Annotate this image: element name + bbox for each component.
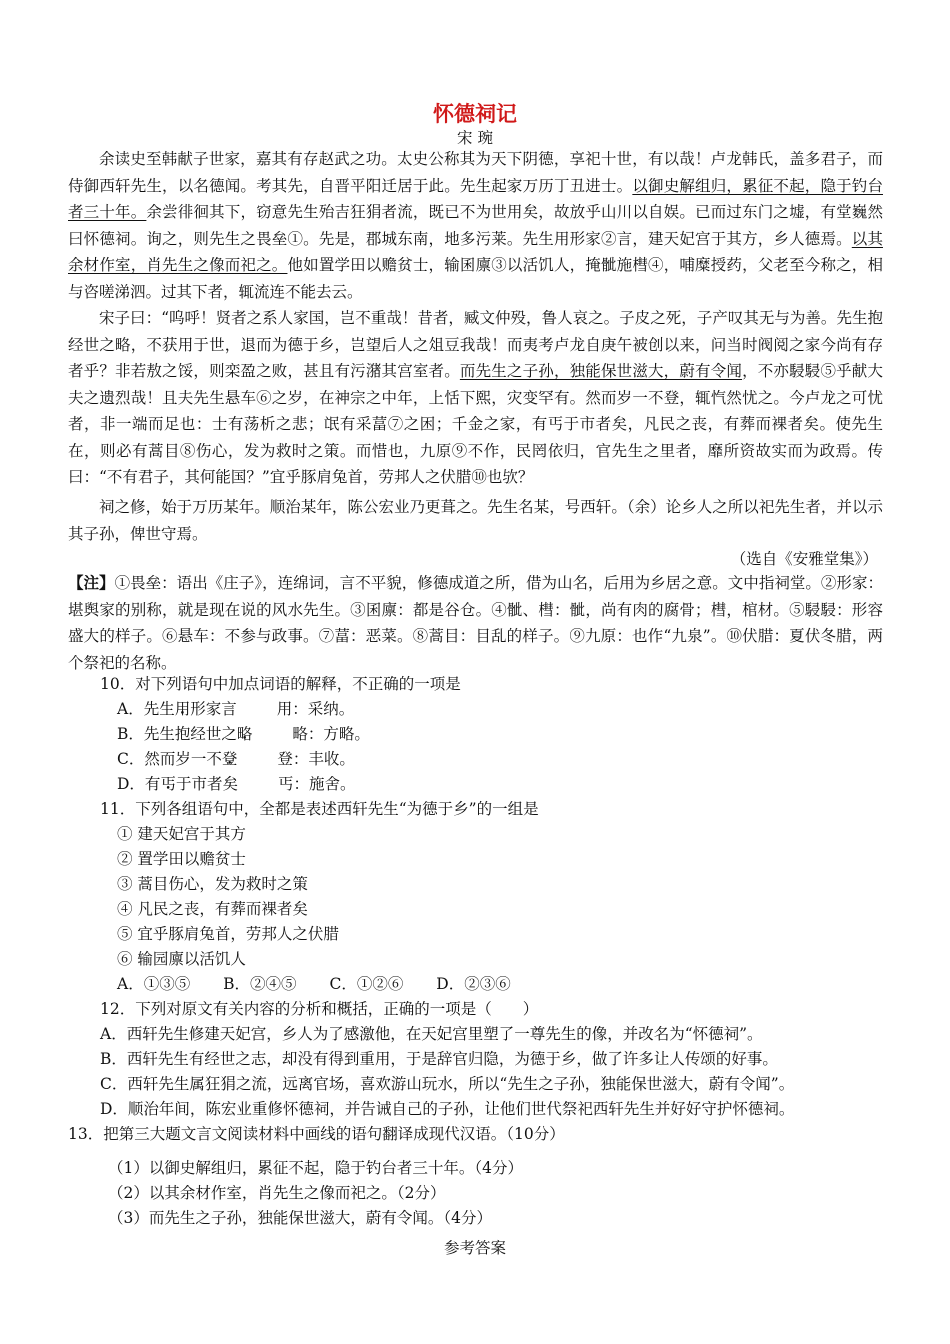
page-title: 怀德祠记 (433, 102, 517, 126)
q10-option-text: B．先生抱经世之 (117, 725, 237, 743)
q10-option-explanation: 用：采纳。 (276, 700, 355, 718)
q10-option-explanation: 略：方略。 (292, 725, 370, 743)
q10-option-text: 于市者矣 (175, 775, 238, 793)
author: 宋 琬 (457, 129, 493, 147)
q12-option-d[interactable]: D．顺治年间，陈宏业重修怀德祠，并告诫自己的子孙，让他们世代祭祀西轩先生并好好守护怀德祠。 (100, 1100, 795, 1118)
q13-item: （3）而先生之子孙，独能保世滋大，蔚有令闻。（4分） (108, 1209, 492, 1227)
q10-option-c[interactable] (117, 747, 355, 772)
q13-item: （2）以其余材作室，肖先生之像而祀之。（2分） (108, 1184, 446, 1202)
q10-option-text: A．先生 (117, 700, 175, 718)
para1-text-c: 他如置学田以赡贫士，输囷廪③以活饥人，掩骴施槥④，哺糜授药，父老至今称之，相与咨嗟涕泗。过其下者，辄流连不能去云。 (68, 256, 883, 301)
question-13-stem: 13．把第三大题文言文阅读材料中画线的语句翻译成现代汉语。（10分） (68, 1125, 565, 1143)
q11-choice-d[interactable]: D．②③⑥ (436, 975, 511, 993)
annotation-note (68, 570, 883, 676)
q11-choice-a[interactable]: A．①③⑤ (117, 975, 191, 993)
question-10-stem: 10．对下列语句中加点词语的解释，不正确的一项是 (100, 675, 461, 693)
emphasized-word: 用 (174, 700, 191, 718)
para1-text-a: 余读史至韩献子世家，嘉其有存赵武之功。太史公称其为天下阴德，享祀十世，有以哉！卢龙韩氏，盖多君子，而侍御西轩先生，以名德闻。考其先，自晋平阳迁居于此。先生起家万历丁丑进士。 (68, 150, 883, 195)
q10-option-a[interactable] (117, 697, 354, 722)
emphasized-word: 登 (221, 750, 238, 768)
paragraph-2 (68, 305, 883, 491)
q10-option-text: C．然而岁一不 (117, 750, 222, 768)
answer-heading: 参考答案 (443, 1239, 506, 1257)
source-citation: （选自《安雅堂集》） (730, 550, 878, 568)
q10-option-explanation: 登：丰收。 (277, 750, 355, 768)
para2-text-b: ，不亦駸駸⑤乎献大夫之遗烈哉！且夫先生悬车⑥之岁，在神宗之中年，上恬下熙，灾变罕有。然而岁一不登，辄忾然忧之。今卢龙之可忧者，非一端而足也：士有荡析之悲；氓有采葍⑦之困；千金之家，有丐于市者矣，凡民之丧，有葬而裸者矣。使先生在，则必有蒿目⑧伤心，发为救时之策。而惜也，九原⑨不作，民罔依归，官先生之里者，靡所资故实而为政焉。传曰：“不有君子，其何能国？”宜乎豚肩兔首，劳邦人之伏腊⑩也欤？ (68, 362, 883, 486)
q12-option-b[interactable]: B．西轩先生有经世之志，却没有得到重用，于是辞官归隐，为德于乡，做了许多让人传颂的好事。 (100, 1050, 778, 1068)
paragraph-3: 祠之修，始于万历某年。顺治某年，陈公宏业乃更葺之。先生名某，号西轩。（余）论乡人之所以祀先生者，并以示其子孙，俾世守焉。 (68, 498, 883, 543)
q11-item: ⑥ 输园廪以活饥人 (117, 950, 246, 968)
q11-item: ③ 蒿目伤心，发为救时之策 (117, 875, 308, 893)
q12-option-a[interactable]: A．西轩先生修建天妃宫，乡人为了感激他，在天妃宫里塑了一尊先生的像，并改名为“怀德祠”。 (100, 1025, 763, 1043)
q10-option-b[interactable] (117, 722, 370, 747)
q11-item: ② 置学田以赡贫士 (117, 850, 246, 868)
q11-choice-b[interactable]: B．②④⑤ (223, 975, 297, 993)
q10-option-text: 形家言 (190, 700, 237, 718)
q10-option-d[interactable] (117, 772, 355, 797)
para2-underline: 而先生之子孙，独能保世滋大，蔚有令闻 (459, 362, 743, 380)
note-label: 【注】 (68, 573, 115, 592)
q11-item: ① 建天妃宫于其方 (117, 825, 246, 843)
q11-choices (117, 972, 511, 997)
q13-item: （1）以御史解组归，累征不起，隐于钓台者三十年。（4分） (108, 1159, 523, 1177)
q10-option-text: D．有 (117, 775, 161, 793)
question-11-stem: 11．下列各组语句中，全都是表述西轩先生“为德于乡”的一组是 (100, 800, 539, 818)
emphasized-word: 略 (236, 725, 253, 743)
q11-choice-c[interactable]: C．①②⑥ (329, 975, 404, 993)
q12-option-c[interactable]: C．西轩先生属狂狷之流，远离官场，喜欢游山玩水，所以“先生之子孙，独能保世滋大，蔚有令闻”。 (100, 1075, 795, 1093)
q11-item: ④ 凡民之丧，有葬而裸者矣 (117, 900, 308, 918)
question-12-stem: 12．下列对原文有关内容的分析和概括，正确的一项是（ ） (100, 1000, 539, 1018)
para1-underline-2: 以其余材作室，肖先生之像而祀之。 (68, 229, 883, 274)
paragraph-1 (68, 146, 883, 305)
q10-option-explanation: 丐：施舍。 (277, 775, 356, 793)
note-text: ①畏垒：语出《庄子》，连绵词，言不平貌，修德成道之所，借为山名，后用为乡居之意。文中指祠堂。②形家：堪舆家的别称，就是现在说的风水先生。③囷廪：都是谷仓。④骴、槥：骴，尚有肉的腐骨；槥，棺材。⑤駸駸：形容盛大的样子。⑥悬车：不参与政事。⑦葍：恶菜。⑧蒿目：目乱的样子。⑨九原：也作“九泉”。⑩伏腊：夏伏冬腊，两个祭祀的名称。 (68, 574, 883, 672)
q11-item: ⑤ 宜乎豚肩兔首，劳邦人之伏腊 (117, 925, 339, 943)
para1-underline-1: 以御史解组归，累征不起，隐于钓台者三十年。 (68, 176, 883, 221)
para2-text-a: 宋子曰：“呜呼！贤者之系人家国，岂不重哉！昔者，臧文仲殁，鲁人哀之。子皮之死，子产叹其无与为善。先生抱经世之略，不获用于世，退而为德于乡，岂望后人之俎豆我哉！而夷考卢龙自庚午被创以来，问当时阀阅之家今尚有存者乎？非若敖之馁，则栾盈之败，甚且有污潴其宫室者。 (68, 309, 883, 380)
emphasized-word: 丐 (160, 775, 176, 793)
para1-text-b: 余尝徘徊其下，窃意先生殆吉狂狷者流，既已不为世用矣，故放乎山川以自娱。已而过东门之墟，有堂巍然曰怀德祠。询之，则先生之畏垒①。先是，郡城东南，地多污莱。先生用形家②言，建天妃宫于其方，乡人德焉。 (68, 203, 883, 248)
